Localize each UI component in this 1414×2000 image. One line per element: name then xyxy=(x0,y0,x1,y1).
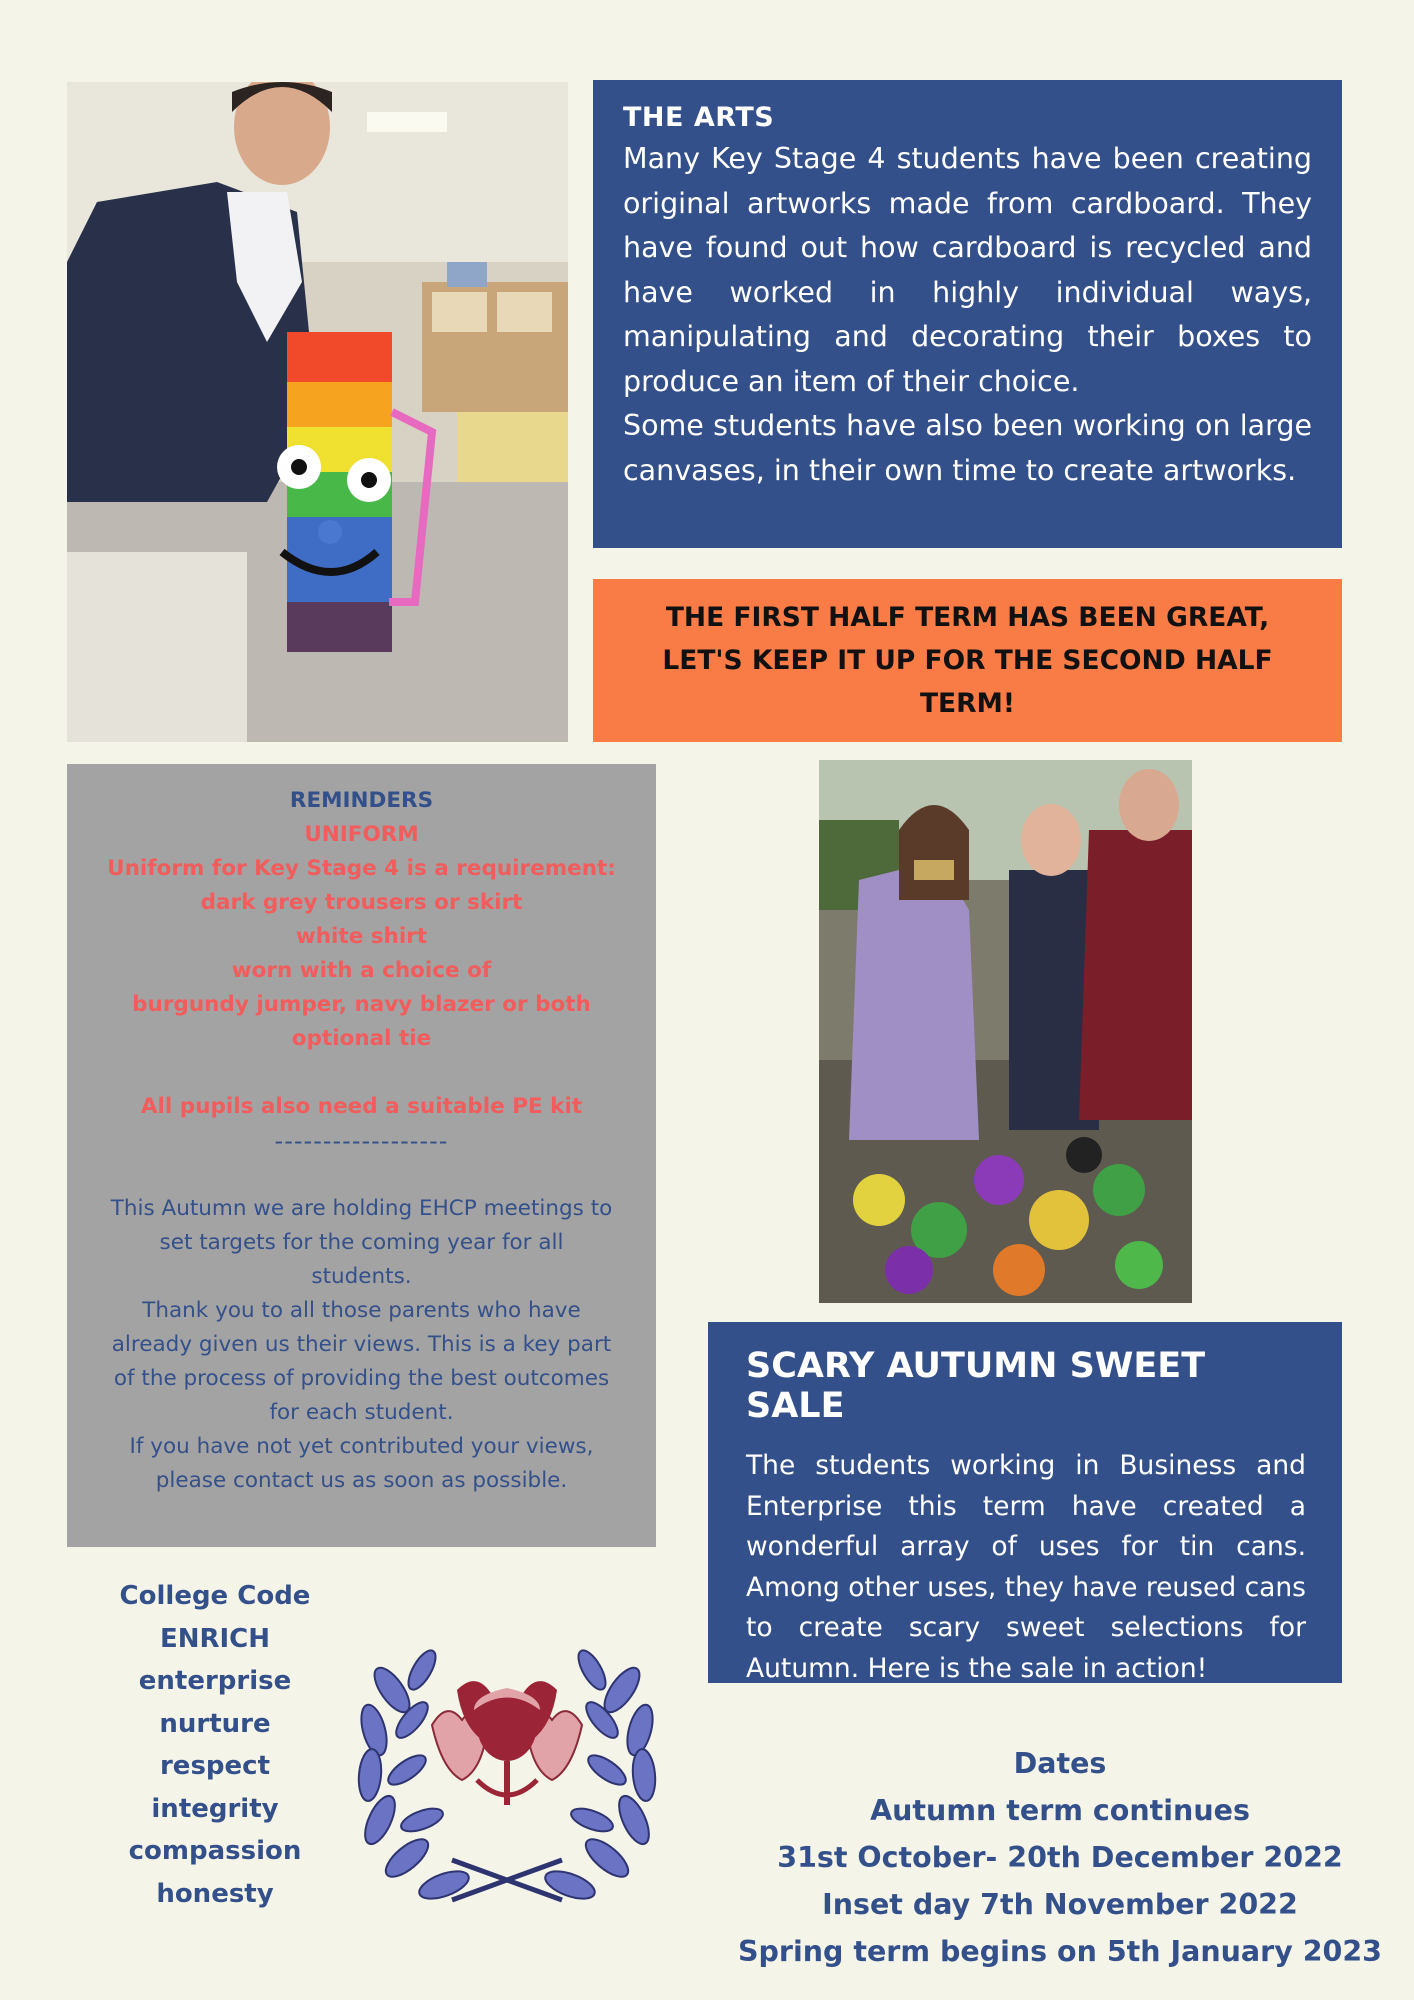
college-code-line: integrity xyxy=(151,1793,279,1824)
uniform-line: white shirt xyxy=(295,924,428,949)
college-code-line: enterprise xyxy=(138,1666,292,1696)
ehcp-line: This Autumn we are holding EHCP meetings to xyxy=(110,1196,613,1221)
ehcp-line: please contact us as soon as possible. xyxy=(155,1468,568,1493)
cardboard-art-photo xyxy=(67,82,568,742)
uniform-heading: UNIFORM xyxy=(304,822,419,847)
college-code-line: respect xyxy=(159,1751,271,1781)
college-code-line: College Code xyxy=(119,1581,311,1611)
reminders-title: REMINDERS xyxy=(289,788,434,813)
dates-line: Spring term begins on 5th January 2023 xyxy=(737,1935,1383,1968)
sweet-sale-photo xyxy=(819,760,1192,1303)
college-code xyxy=(100,1575,330,1915)
ehcp-line: If you have not yet contributed your views, xyxy=(129,1434,594,1459)
ehcp-line: for each student. xyxy=(269,1400,454,1425)
sweet-sale-title: SCARY AUTUMN SWEET SALE xyxy=(746,1346,1206,1426)
arts-paragraph-2: Some students have also been working on large canvases, in their own time to create artworks. xyxy=(623,409,1312,487)
uniform-line: Uniform for Key Stage 4 is a requirement: xyxy=(107,856,616,881)
college-code-line: honesty xyxy=(156,1878,274,1909)
dates-line: 31st October- 20th December 2022 xyxy=(777,1841,1343,1874)
college-code-line: ENRICH xyxy=(159,1623,271,1654)
ehcp-line: Thank you to all those parents who have xyxy=(142,1298,581,1323)
banner-text: THE FIRST HALF TERM HAS BEEN GREAT, LET'S KEEP IT UP FOR THE SECOND HALF TERM! xyxy=(662,602,1273,719)
arts-section xyxy=(593,80,1342,548)
college-emblem-logo xyxy=(352,1630,662,1920)
ehcp-line: set targets for the coming year for all xyxy=(159,1230,564,1255)
college-code-line: compassion xyxy=(128,1836,302,1866)
uniform-line: worn with a choice of xyxy=(231,958,492,983)
ehcp-line: students. xyxy=(311,1264,412,1289)
dates-line: Inset day 7th November 2022 xyxy=(822,1888,1298,1921)
dates-line: Autumn term continues xyxy=(870,1794,1250,1827)
ehcp-line: already given us their views. This is a key part xyxy=(111,1332,612,1357)
sweet-sale-section xyxy=(708,1322,1342,1683)
uniform-line: burgundy jumper, navy blazer or both xyxy=(132,992,591,1017)
uniform-line: dark grey trousers or skirt xyxy=(200,890,523,915)
divider: ------------------ xyxy=(274,1127,449,1155)
sweet-sale-text: The students working in Business and Enterprise this term have created a wonderful array of uses for tin cans. Among other uses, they have reused cans to create scary sweet selections for Autumn. Here is the sale in action! xyxy=(746,1450,1306,1684)
uniform-line: optional tie xyxy=(291,1026,432,1051)
dates-section xyxy=(720,1740,1400,1975)
arts-title: THE ARTS xyxy=(623,102,775,133)
pe-kit-note: All pupils also need a suitable PE kit xyxy=(140,1094,583,1119)
half-term-banner xyxy=(593,579,1342,742)
arts-paragraph-1: Many Key Stage 4 students have been creating original artworks made from cardboard. They have found out how cardboard is recycled and have worked in highly individual ways, manipulating and decorating their boxes to produce an item of their choice. xyxy=(623,142,1312,398)
ehcp-line: of the process of providing the best outcomes xyxy=(113,1366,610,1391)
reminders-section xyxy=(67,764,656,1547)
college-code-line: nurture xyxy=(159,1708,271,1739)
dates-title: Dates xyxy=(1013,1747,1107,1780)
